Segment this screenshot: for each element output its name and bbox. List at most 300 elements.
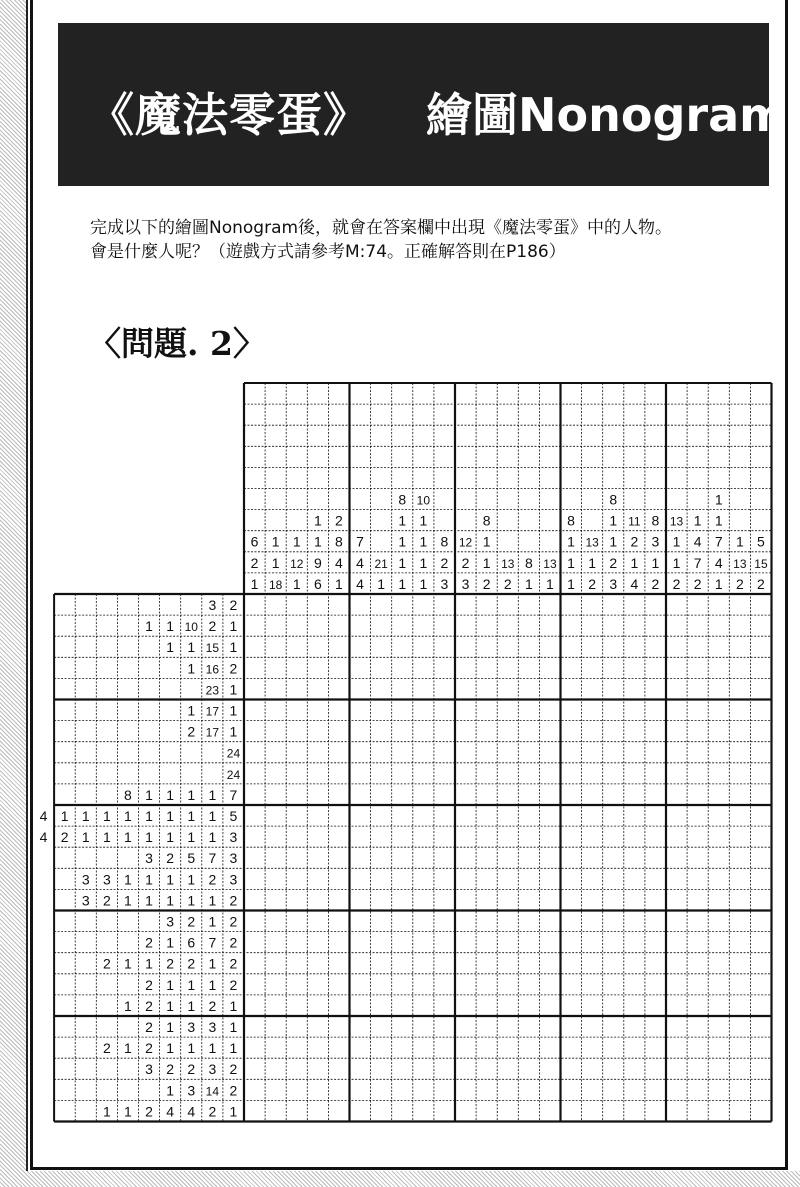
grid-cell[interactable] — [624, 657, 645, 678]
grid-cell[interactable] — [666, 1037, 687, 1058]
grid-cell[interactable] — [392, 615, 413, 636]
grid-cell[interactable] — [750, 721, 771, 742]
grid-cell[interactable] — [307, 889, 328, 910]
grid-cell[interactable] — [350, 953, 371, 974]
grid-cell[interactable] — [539, 826, 560, 847]
grid-cell[interactable] — [561, 636, 582, 657]
grid-cell[interactable] — [645, 826, 666, 847]
grid-cell[interactable] — [518, 784, 539, 805]
grid-cell[interactable] — [666, 763, 687, 784]
grid-cell[interactable] — [708, 678, 729, 699]
grid-cell[interactable] — [413, 1058, 434, 1079]
grid-cell[interactable] — [561, 678, 582, 699]
grid-cell[interactable] — [539, 1058, 560, 1079]
grid-cell[interactable] — [413, 721, 434, 742]
grid-cell[interactable] — [645, 1016, 666, 1037]
grid-cell[interactable] — [307, 953, 328, 974]
grid-cell[interactable] — [307, 721, 328, 742]
grid-cell[interactable] — [645, 953, 666, 974]
grid-cell[interactable] — [455, 700, 476, 721]
grid-cell[interactable] — [708, 953, 729, 974]
grid-cell[interactable] — [328, 763, 349, 784]
grid-cell[interactable] — [413, 1100, 434, 1121]
grid-cell[interactable] — [582, 721, 603, 742]
grid-cell[interactable] — [603, 657, 624, 678]
grid-cell[interactable] — [687, 721, 708, 742]
grid-cell[interactable] — [476, 847, 497, 868]
grid-cell[interactable] — [539, 847, 560, 868]
grid-cell[interactable] — [265, 1100, 286, 1121]
grid-cell[interactable] — [687, 1058, 708, 1079]
grid-cell[interactable] — [307, 1058, 328, 1079]
grid-cell[interactable] — [561, 1037, 582, 1058]
grid-cell[interactable] — [371, 911, 392, 932]
grid-cell[interactable] — [392, 995, 413, 1016]
grid-cell[interactable] — [561, 594, 582, 615]
grid-cell[interactable] — [518, 636, 539, 657]
grid-cell[interactable] — [518, 615, 539, 636]
grid-cell[interactable] — [582, 1037, 603, 1058]
grid-cell[interactable] — [265, 700, 286, 721]
grid-cell[interactable] — [413, 995, 434, 1016]
grid-cell[interactable] — [539, 742, 560, 763]
grid-cell[interactable] — [603, 636, 624, 657]
grid-cell[interactable] — [371, 1058, 392, 1079]
grid-cell[interactable] — [328, 1100, 349, 1121]
grid-cell[interactable] — [371, 868, 392, 889]
grid-cell[interactable] — [328, 742, 349, 763]
grid-cell[interactable] — [708, 1058, 729, 1079]
grid-cell[interactable] — [455, 763, 476, 784]
grid-cell[interactable] — [518, 678, 539, 699]
grid-cell[interactable] — [687, 974, 708, 995]
grid-cell[interactable] — [455, 889, 476, 910]
grid-cell[interactable] — [371, 805, 392, 826]
grid-cell[interactable] — [518, 847, 539, 868]
grid-cell[interactable] — [392, 1037, 413, 1058]
grid-cell[interactable] — [307, 1079, 328, 1100]
grid-cell[interactable] — [265, 763, 286, 784]
grid-cell[interactable] — [307, 974, 328, 995]
grid-cell[interactable] — [392, 594, 413, 615]
grid-cell[interactable] — [687, 615, 708, 636]
grid-cell[interactable] — [708, 594, 729, 615]
grid-cell[interactable] — [539, 1016, 560, 1037]
grid-cell[interactable] — [350, 1058, 371, 1079]
grid-cell[interactable] — [455, 805, 476, 826]
grid-cell[interactable] — [476, 1100, 497, 1121]
grid-cell[interactable] — [413, 763, 434, 784]
grid-cell[interactable] — [729, 700, 750, 721]
grid-cell[interactable] — [350, 974, 371, 995]
grid-cell[interactable] — [413, 826, 434, 847]
grid-cell[interactable] — [518, 1079, 539, 1100]
grid-cell[interactable] — [603, 932, 624, 953]
grid-cell[interactable] — [286, 1058, 307, 1079]
grid-cell[interactable] — [371, 826, 392, 847]
grid-cell[interactable] — [371, 784, 392, 805]
grid-cell[interactable] — [413, 1037, 434, 1058]
grid-cell[interactable] — [729, 953, 750, 974]
grid-cell[interactable] — [244, 784, 265, 805]
grid-cell[interactable] — [582, 826, 603, 847]
grid-cell[interactable] — [603, 805, 624, 826]
grid-cell[interactable] — [729, 1037, 750, 1058]
grid-cell[interactable] — [328, 615, 349, 636]
grid-cell[interactable] — [750, 657, 771, 678]
grid-cell[interactable] — [497, 868, 518, 889]
grid-cell[interactable] — [603, 953, 624, 974]
grid-cell[interactable] — [350, 742, 371, 763]
grid-cell[interactable] — [729, 995, 750, 1016]
grid-cell[interactable] — [539, 700, 560, 721]
grid-cell[interactable] — [371, 1016, 392, 1037]
grid-cell[interactable] — [265, 594, 286, 615]
grid-cell[interactable] — [455, 742, 476, 763]
grid-cell[interactable] — [561, 1079, 582, 1100]
grid-cell[interactable] — [624, 847, 645, 868]
grid-cell[interactable] — [350, 784, 371, 805]
grid-cell[interactable] — [307, 932, 328, 953]
grid-cell[interactable] — [392, 974, 413, 995]
grid-cell[interactable] — [328, 700, 349, 721]
grid-cell[interactable] — [645, 805, 666, 826]
grid-cell[interactable] — [497, 1016, 518, 1037]
grid-cell[interactable] — [582, 995, 603, 1016]
grid-cell[interactable] — [666, 911, 687, 932]
grid-cell[interactable] — [729, 721, 750, 742]
grid-cell[interactable] — [603, 911, 624, 932]
grid-cell[interactable] — [244, 657, 265, 678]
grid-cell[interactable] — [603, 1058, 624, 1079]
grid-cell[interactable] — [244, 826, 265, 847]
grid-cell[interactable] — [434, 721, 455, 742]
grid-cell[interactable] — [350, 636, 371, 657]
grid-cell[interactable] — [455, 678, 476, 699]
grid-cell[interactable] — [666, 742, 687, 763]
grid-cell[interactable] — [328, 974, 349, 995]
grid-cell[interactable] — [539, 657, 560, 678]
grid-cell[interactable] — [729, 1079, 750, 1100]
grid-cell[interactable] — [244, 932, 265, 953]
grid-cell[interactable] — [476, 868, 497, 889]
grid-cell[interactable] — [687, 700, 708, 721]
grid-cell[interactable] — [434, 847, 455, 868]
grid-cell[interactable] — [328, 953, 349, 974]
grid-cell[interactable] — [434, 763, 455, 784]
grid-cell[interactable] — [286, 995, 307, 1016]
grid-cell[interactable] — [328, 847, 349, 868]
grid-cell[interactable] — [307, 826, 328, 847]
grid-cell[interactable] — [518, 868, 539, 889]
grid-cell[interactable] — [645, 721, 666, 742]
grid-cell[interactable] — [687, 847, 708, 868]
grid-cell[interactable] — [561, 1100, 582, 1121]
grid-cell[interactable] — [729, 932, 750, 953]
grid-cell[interactable] — [645, 700, 666, 721]
grid-cell[interactable] — [708, 1037, 729, 1058]
grid-cell[interactable] — [244, 1058, 265, 1079]
grid-cell[interactable] — [434, 911, 455, 932]
grid-cell[interactable] — [434, 636, 455, 657]
grid-cell[interactable] — [476, 1079, 497, 1100]
grid-cell[interactable] — [687, 678, 708, 699]
grid-cell[interactable] — [476, 1016, 497, 1037]
grid-cell[interactable] — [455, 657, 476, 678]
grid-cell[interactable] — [244, 615, 265, 636]
grid-cell[interactable] — [708, 805, 729, 826]
grid-cell[interactable] — [371, 742, 392, 763]
grid-cell[interactable] — [603, 1016, 624, 1037]
grid-cell[interactable] — [371, 889, 392, 910]
grid-cell[interactable] — [687, 636, 708, 657]
grid-cell[interactable] — [476, 615, 497, 636]
grid-cell[interactable] — [497, 1037, 518, 1058]
grid-cell[interactable] — [624, 678, 645, 699]
grid-cell[interactable] — [750, 1100, 771, 1121]
grid-cell[interactable] — [455, 1016, 476, 1037]
grid-cell[interactable] — [687, 932, 708, 953]
grid-cell[interactable] — [603, 742, 624, 763]
grid-cell[interactable] — [687, 826, 708, 847]
grid-cell[interactable] — [561, 700, 582, 721]
grid-cell[interactable] — [750, 826, 771, 847]
grid-cell[interactable] — [729, 847, 750, 868]
grid-cell[interactable] — [392, 911, 413, 932]
grid-cell[interactable] — [476, 805, 497, 826]
grid-cell[interactable] — [539, 889, 560, 910]
grid-cell[interactable] — [392, 678, 413, 699]
grid-cell[interactable] — [307, 615, 328, 636]
grid-cell[interactable] — [434, 953, 455, 974]
grid-cell[interactable] — [307, 594, 328, 615]
grid-cell[interactable] — [286, 868, 307, 889]
grid-cell[interactable] — [750, 1058, 771, 1079]
grid-cell[interactable] — [624, 868, 645, 889]
grid-cell[interactable] — [455, 847, 476, 868]
grid-cell[interactable] — [561, 932, 582, 953]
grid-cell[interactable] — [624, 700, 645, 721]
grid-cell[interactable] — [307, 1037, 328, 1058]
grid-cell[interactable] — [645, 594, 666, 615]
grid-cell[interactable] — [286, 594, 307, 615]
grid-cell[interactable] — [539, 1037, 560, 1058]
grid-cell[interactable] — [708, 1100, 729, 1121]
grid-cell[interactable] — [708, 700, 729, 721]
grid-cell[interactable] — [645, 974, 666, 995]
grid-cell[interactable] — [286, 657, 307, 678]
grid-cell[interactable] — [708, 657, 729, 678]
grid-cell[interactable] — [371, 847, 392, 868]
grid-cell[interactable] — [645, 784, 666, 805]
grid-cell[interactable] — [328, 784, 349, 805]
grid-cell[interactable] — [539, 932, 560, 953]
grid-cell[interactable] — [265, 636, 286, 657]
grid-cell[interactable] — [476, 974, 497, 995]
grid-cell[interactable] — [687, 594, 708, 615]
grid-cell[interactable] — [561, 995, 582, 1016]
grid-cell[interactable] — [350, 805, 371, 826]
grid-cell[interactable] — [455, 932, 476, 953]
grid-cell[interactable] — [603, 700, 624, 721]
grid-cell[interactable] — [286, 889, 307, 910]
grid-cell[interactable] — [328, 1058, 349, 1079]
grid-cell[interactable] — [497, 1058, 518, 1079]
grid-cell[interactable] — [518, 721, 539, 742]
grid-cell[interactable] — [561, 826, 582, 847]
grid-cell[interactable] — [708, 615, 729, 636]
grid-cell[interactable] — [645, 657, 666, 678]
grid-cell[interactable] — [645, 932, 666, 953]
grid-cell[interactable] — [392, 1100, 413, 1121]
grid-cell[interactable] — [582, 1079, 603, 1100]
grid-cell[interactable] — [350, 1016, 371, 1037]
grid-cell[interactable] — [392, 742, 413, 763]
grid-cell[interactable] — [666, 974, 687, 995]
grid-cell[interactable] — [518, 932, 539, 953]
grid-cell[interactable] — [244, 889, 265, 910]
grid-cell[interactable] — [413, 847, 434, 868]
grid-cell[interactable] — [434, 1058, 455, 1079]
grid-cell[interactable] — [265, 1058, 286, 1079]
grid-cell[interactable] — [518, 1100, 539, 1121]
grid-cell[interactable] — [413, 1079, 434, 1100]
grid-cell[interactable] — [476, 657, 497, 678]
grid-cell[interactable] — [666, 868, 687, 889]
grid-cell[interactable] — [582, 657, 603, 678]
grid-cell[interactable] — [624, 932, 645, 953]
grid-cell[interactable] — [476, 995, 497, 1016]
grid-cell[interactable] — [729, 1016, 750, 1037]
grid-cell[interactable] — [518, 911, 539, 932]
grid-cell[interactable] — [371, 995, 392, 1016]
grid-cell[interactable] — [371, 1037, 392, 1058]
grid-cell[interactable] — [729, 784, 750, 805]
grid-cell[interactable] — [645, 868, 666, 889]
grid-cell[interactable] — [561, 1058, 582, 1079]
grid-cell[interactable] — [455, 911, 476, 932]
grid-cell[interactable] — [582, 974, 603, 995]
grid-cell[interactable] — [708, 636, 729, 657]
grid-cell[interactable] — [624, 1058, 645, 1079]
grid-cell[interactable] — [582, 700, 603, 721]
grid-cell[interactable] — [497, 826, 518, 847]
grid-cell[interactable] — [518, 805, 539, 826]
grid-cell[interactable] — [350, 1037, 371, 1058]
grid-cell[interactable] — [666, 889, 687, 910]
grid-cell[interactable] — [434, 784, 455, 805]
grid-cell[interactable] — [265, 889, 286, 910]
grid-cell[interactable] — [518, 657, 539, 678]
grid-cell[interactable] — [708, 1016, 729, 1037]
grid-cell[interactable] — [413, 911, 434, 932]
grid-cell[interactable] — [392, 826, 413, 847]
grid-cell[interactable] — [497, 721, 518, 742]
grid-cell[interactable] — [328, 721, 349, 742]
grid-cell[interactable] — [687, 805, 708, 826]
grid-cell[interactable] — [265, 615, 286, 636]
grid-cell[interactable] — [687, 868, 708, 889]
grid-cell[interactable] — [624, 1037, 645, 1058]
grid-cell[interactable] — [244, 700, 265, 721]
grid-cell[interactable] — [624, 911, 645, 932]
grid-cell[interactable] — [708, 784, 729, 805]
grid-cell[interactable] — [708, 995, 729, 1016]
grid-cell[interactable] — [244, 594, 265, 615]
grid-cell[interactable] — [328, 1079, 349, 1100]
grid-cell[interactable] — [603, 594, 624, 615]
grid-cell[interactable] — [476, 721, 497, 742]
grid-cell[interactable] — [307, 1016, 328, 1037]
grid-cell[interactable] — [750, 805, 771, 826]
grid-cell[interactable] — [265, 1079, 286, 1100]
grid-cell[interactable] — [476, 742, 497, 763]
grid-cell[interactable] — [729, 826, 750, 847]
grid-cell[interactable] — [561, 657, 582, 678]
grid-cell[interactable] — [624, 615, 645, 636]
grid-cell[interactable] — [561, 974, 582, 995]
grid-cell[interactable] — [518, 826, 539, 847]
grid-cell[interactable] — [413, 636, 434, 657]
grid-cell[interactable] — [729, 615, 750, 636]
grid-cell[interactable] — [750, 911, 771, 932]
grid-cell[interactable] — [476, 826, 497, 847]
grid-cell[interactable] — [624, 742, 645, 763]
grid-cell[interactable] — [350, 615, 371, 636]
grid-cell[interactable] — [687, 953, 708, 974]
grid-cell[interactable] — [455, 594, 476, 615]
grid-cell[interactable] — [603, 974, 624, 995]
grid-cell[interactable] — [434, 805, 455, 826]
grid-cell[interactable] — [307, 784, 328, 805]
grid-cell[interactable] — [539, 974, 560, 995]
grid-cell[interactable] — [624, 889, 645, 910]
grid-cell[interactable] — [371, 1100, 392, 1121]
grid-cell[interactable] — [307, 847, 328, 868]
grid-cell[interactable] — [624, 1079, 645, 1100]
grid-cell[interactable] — [286, 911, 307, 932]
grid-cell[interactable] — [603, 678, 624, 699]
grid-cell[interactable] — [603, 995, 624, 1016]
grid-cell[interactable] — [729, 763, 750, 784]
grid-cell[interactable] — [286, 826, 307, 847]
grid-cell[interactable] — [476, 700, 497, 721]
grid-cell[interactable] — [518, 700, 539, 721]
grid-cell[interactable] — [539, 805, 560, 826]
grid-cell[interactable] — [392, 953, 413, 974]
grid-cell[interactable] — [307, 657, 328, 678]
grid-cell[interactable] — [666, 636, 687, 657]
grid-cell[interactable] — [392, 805, 413, 826]
grid-cell[interactable] — [708, 826, 729, 847]
grid-cell[interactable] — [413, 868, 434, 889]
grid-cell[interactable] — [666, 700, 687, 721]
grid-cell[interactable] — [497, 995, 518, 1016]
grid-cell[interactable] — [750, 995, 771, 1016]
grid-cell[interactable] — [265, 1016, 286, 1037]
grid-cell[interactable] — [750, 594, 771, 615]
grid-cell[interactable] — [455, 1100, 476, 1121]
grid-cell[interactable] — [265, 805, 286, 826]
grid-cell[interactable] — [624, 763, 645, 784]
grid-cell[interactable] — [561, 805, 582, 826]
grid-cell[interactable] — [518, 889, 539, 910]
grid-cell[interactable] — [645, 995, 666, 1016]
grid-cell[interactable] — [666, 678, 687, 699]
grid-cell[interactable] — [265, 974, 286, 995]
grid-cell[interactable] — [708, 932, 729, 953]
grid-cell[interactable] — [371, 974, 392, 995]
